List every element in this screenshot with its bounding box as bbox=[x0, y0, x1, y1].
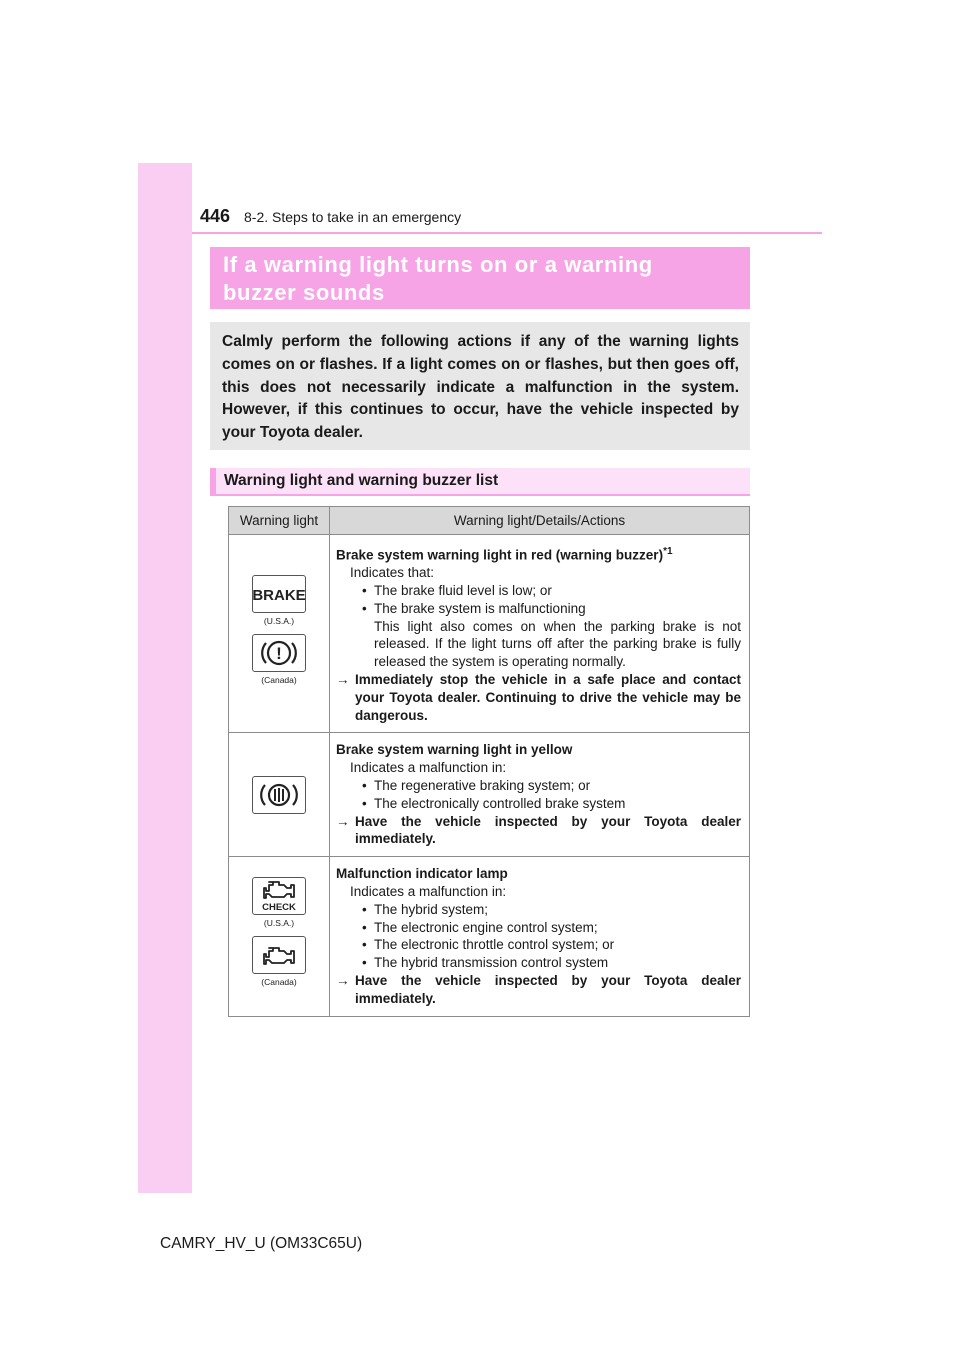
header-rule bbox=[192, 232, 822, 234]
warning-details-cell bbox=[330, 857, 750, 1016]
column-header-details: Warning light/Details/Actions bbox=[330, 507, 750, 535]
warning-action: → Immediately stop the vehicle in a safe place and contact your Toyota dealer. Continuing to drive the vehicle may be dangerous. bbox=[336, 672, 741, 723]
warning-title: Brake system warning light in red (warning buzzer)$^{*1}$ bbox=[336, 546, 673, 563]
warning-light-icon-cell bbox=[229, 733, 330, 857]
list-item: • The electronic throttle control system; or bbox=[336, 936, 741, 954]
brake-text-icon bbox=[252, 575, 306, 613]
section-label: 8-2. Steps to take in an emergency bbox=[244, 209, 462, 225]
column-header-warning-light: Warning light bbox=[229, 507, 330, 535]
arrow-icon: → bbox=[336, 672, 350, 688]
region-label: (U.S.A.) bbox=[263, 918, 295, 929]
list-item: • The brake fluid level is low; or bbox=[336, 582, 741, 600]
warning-intro: Indicates a malfunction in: bbox=[350, 760, 507, 776]
intro-text: Calmly perform the following actions if any of the warning lights comes on or flashes. If a light comes on or flashes, but then goes off, this does not necessarily indicate a malfunction in the system. However, if this continues to occur, have the vehicle inspected by your Toyota dealer. bbox=[222, 333, 739, 442]
warning-details-cell bbox=[330, 535, 750, 733]
warning-note: This light also comes on when the parking brake is not released. If the light turns off after the parking brake is fully released the system is operating normally. bbox=[374, 618, 741, 670]
table-row bbox=[229, 535, 750, 733]
footnote-marker: *1 bbox=[663, 546, 673, 557]
warning-details-cell bbox=[330, 733, 750, 857]
list-item: • The electronically controlled brake system bbox=[336, 795, 741, 813]
footer-model-code: CAMRY_HV_U (OM33C65U) bbox=[160, 1235, 363, 1252]
icon-label: ! bbox=[276, 643, 282, 663]
list-item: • The hybrid system; bbox=[336, 901, 741, 919]
arrow-icon: → bbox=[336, 973, 350, 989]
warning-intro: Indicates a malfunction in: bbox=[350, 884, 507, 900]
region-label: (U.S.A.) bbox=[263, 615, 295, 626]
list-item: • The brake system is malfunctioning bbox=[336, 600, 741, 618]
page-title-banner bbox=[210, 247, 750, 309]
region-label: (Canada) bbox=[261, 977, 297, 988]
region-label: (Canada) bbox=[261, 674, 297, 685]
engine-icon bbox=[252, 936, 306, 974]
list-item: • The hybrid transmission control system bbox=[336, 954, 741, 972]
table-row bbox=[229, 857, 750, 1016]
warning-action: → Have the vehicle inspected by your Toyota dealer immediately. bbox=[336, 813, 741, 847]
warning-light-icon-cell bbox=[229, 857, 330, 1016]
page-title: If a warning light turns on or a warning buzzer sounds bbox=[223, 252, 653, 305]
icon-label: BRAKE bbox=[252, 586, 306, 604]
arrow-icon: → bbox=[336, 813, 350, 829]
check-engine-icon bbox=[252, 877, 306, 915]
list-item: • The electronic engine control system; bbox=[336, 919, 741, 937]
warning-action: → Have the vehicle inspected by your Toyota dealer immediately. bbox=[336, 973, 741, 1006]
icon-label: CHECK bbox=[262, 902, 296, 914]
table-row bbox=[229, 733, 750, 857]
warning-title: Malfunction indicator lamp bbox=[336, 866, 508, 882]
subheading: Warning light and warning buzzer list bbox=[224, 472, 499, 489]
page-number: 446 bbox=[200, 206, 231, 226]
subheading-bar bbox=[210, 468, 750, 496]
intro-box bbox=[210, 322, 750, 450]
warning-light-icon-cell bbox=[229, 535, 330, 733]
table-header-row bbox=[229, 507, 750, 535]
chapter-side-tab bbox=[138, 163, 192, 1193]
warning-title: Brake system warning light in yellow bbox=[336, 742, 573, 758]
warning-light-table bbox=[228, 506, 750, 1017]
list-item: • The regenerative braking system; or bbox=[336, 777, 741, 795]
brake-system-yellow-icon bbox=[252, 776, 306, 814]
warning-intro: Indicates that: bbox=[350, 565, 435, 581]
brake-exclamation-icon bbox=[252, 634, 306, 672]
table-body bbox=[229, 535, 750, 1017]
